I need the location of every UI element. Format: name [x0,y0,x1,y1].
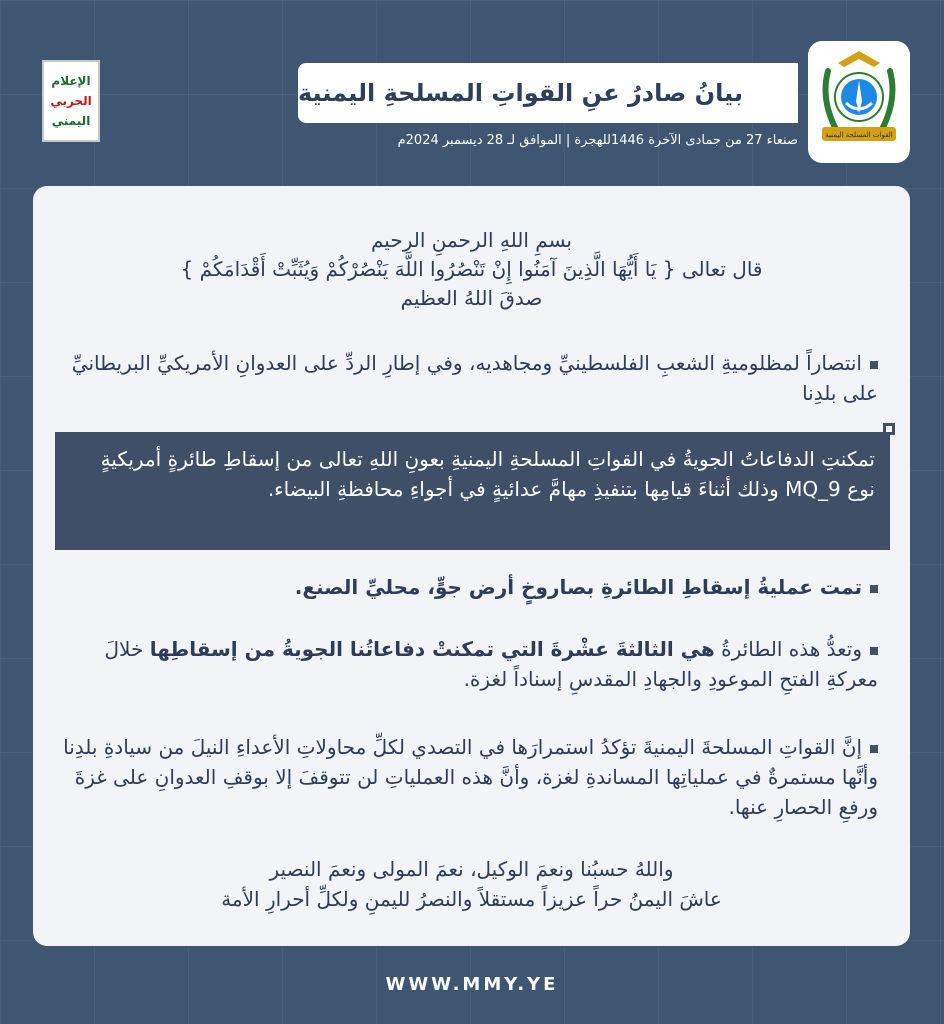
closing-line-1: واللهُ حسبُنا ونعمَ الوكيل، نعمَ المولى ونعمَ النصير [269,857,674,881]
paragraph-3 [58,634,878,694]
armed-forces-emblem [808,41,910,163]
paragraph-1-text: انتصاراً لمظلوميةِ الشعبِ الفلسطينيِّ ومجاهديه، وفي إطارِ الردِّ على العدوانِ الأمريكيِّ البريطانيِّ على بلدِنا [71,351,878,405]
paragraph-4-text: إنَّ القواتِ المسلحةَ اليمنيةَ تؤكدُ استمرارَها في التصدي لكلِّ محاولاتِ الأعداءِ النيلَ من سيادةِ بلدِنا وأنَّها مستمرةٌ في عملياتِها المساندةِ لغزة، وأنَّ هذه العملياتِ لن تتوقفَ إلا بوقفِ العدوانِ على غزةَ ورفعِ الحصارِ عنها. [63,735,878,819]
highlight-corner-icon [883,423,895,435]
basmala-block [33,226,910,313]
military-media-logo [42,60,100,142]
paragraph-3-part1: وتعدُّ هذه الطائرةُ [714,637,862,661]
logo-line-1: الإعلام [51,74,91,88]
paragraph-2-text: تمت عمليةُ إسقاطِ الطائرةِ بصاروخٍ أرض جوٍّ، محليِّ الصنع. [294,575,862,599]
paragraph-3-bold: هي الثالثةَ عشْرةَ التي تمكنتْ دفاعاتُنا الجويةُ من إسقاطِها [149,637,715,661]
logo-line-2: الحربي [50,94,92,108]
logo-line-3: اليمني [51,114,91,128]
statement-card [33,186,910,946]
emblem-caption: القوات المسلحة اليمنية [825,131,893,139]
sadaqa: صدقَ اللهُ العظيم [400,286,543,310]
bullet-icon [870,745,878,753]
highlight-text: تمكنتِ الدفاعاتُ الجويةُ في القواتِ المسلحةِ اليمنيةِ بعونِ اللهِ تعالى من إسقاطِ طائرةٍ أمريكيةٍ نوع MQ_9 وذلك أثناءَ قيامِها بتنفيذِ مهامَّ عدائيةٍ في أجواءِ محافظةِ البيضاء. [100,447,875,501]
bullet-icon [870,647,878,655]
closing-block [33,854,910,914]
page-title: بيانُ صادرُ عنِ القواتِ المسلحةِ اليمنية [298,79,743,107]
quran-verse: قال تعالى { يَا أَيُّهَا الَّذِينَ آمَنُوا إِنْ تَنْصُرُوا اللَّهَ يَنْصُرْكُمْ وَيُثَبِّتْ أَقْدَامَكُمْ } [180,257,763,281]
title-banner [298,63,798,123]
website-link[interactable]: WWW.MMY.YE [385,974,559,995]
paragraph-1 [58,348,878,408]
bullet-icon [870,361,878,369]
emblem-icon [808,41,910,163]
paragraph-4 [58,732,878,822]
paragraph-3-part3: خلالَ معركةِ الفتحِ الموعودِ والجهادِ المقدسِ إسناداً لغزة. [104,637,878,691]
paragraph-2 [58,572,878,602]
date-line: صنعاء 27 من جمادى الآخرة 1446للهجرة | الموافق لـ 28 ديسمبر 2024م [397,133,798,148]
bullet-icon [870,585,878,593]
basmala: بسمِ اللهِ الرحمنِ الرحيم [370,228,572,252]
closing-line-2: عاشَ اليمنُ حراً عزيزاً مستقلاً والنصرُ لليمنِ ولكلِّ أحرارِ الأمة [221,887,722,911]
